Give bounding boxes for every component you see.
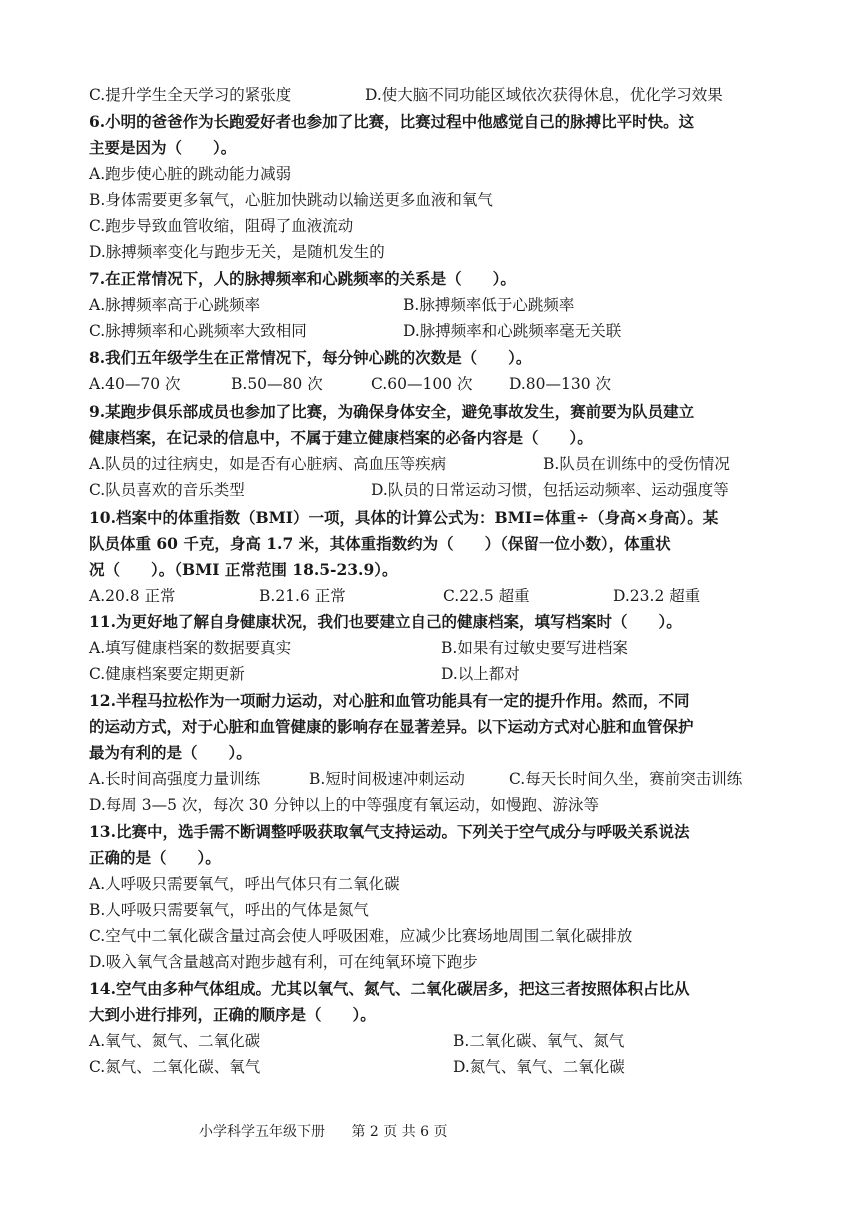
q13-stem-line1: 13.比赛中，选手需不断调整呼吸获取氧气支持运动。下列关于空气成分与呼吸关系说法: [89, 822, 690, 841]
q6-stem-line1: 6.小明的爸爸作为长跑爱好者也参加了比赛，比赛过程中他感觉自己的脉搏比平时快。这: [89, 112, 695, 131]
q12-stem-line2: 的运动方式，对于心脏和血管健康的影响存在显著差异。以下运动方式对心脏和血管保护: [89, 717, 694, 736]
q12-option-a: A.长时间高强度力量训练: [89, 770, 261, 788]
q13-option-a: A.人呼吸只需要氧气，呼出气体只有二氧化碳: [89, 875, 400, 893]
q14-option-b: B.二氧化碳、氧气、氮气: [453, 1032, 625, 1050]
q13-option-b: B.人呼吸只需要氧气，呼出的气体是氮气: [89, 901, 369, 919]
q13-option-d: D.吸入氧气含量越高对跑步越有利，可在纯氧环境下跑步: [89, 953, 478, 971]
q12-option-b: B.短时间极速冲刺运动: [309, 770, 465, 788]
q9-stem-line2: 健康档案，在记录的信息中，不属于建立健康档案的必备内容是（ ）。: [89, 428, 593, 447]
footer-book-title: 小学科学五年级下册: [199, 1124, 325, 1140]
q9-option-c: C.队员喜欢的音乐类型: [89, 481, 245, 499]
page-footer: [199, 1122, 470, 1142]
q7-option-c: C.脉搏频率和心跳频率大致相同: [89, 322, 307, 340]
q14-option-a: A.氧气、氮气、二氧化碳: [89, 1032, 261, 1050]
q14-option-d: D.氮气、氧气、二氧化碳: [453, 1058, 625, 1076]
q6-option-a: A.跑步使心脏的跳动能力减弱: [89, 165, 292, 183]
q10-option-a: A.20.8 正常: [89, 587, 176, 605]
q9-option-a: A.队员的过往病史，如是否有心脏病、高血压等疾病: [89, 455, 447, 473]
q7-option-b: B.脉搏频率低于心跳频率: [403, 296, 575, 314]
q7-option-a: A.脉搏频率高于心跳频率: [89, 296, 261, 314]
q6-option-d: D.脉搏频率变化与跑步无关，是随机发生的: [89, 243, 385, 261]
q8-option-d: D.80—130 次: [509, 375, 612, 393]
q6-option-b: B.身体需要更多氧气，心脏加快跳动以输送更多血液和氧气: [89, 191, 493, 209]
q11-option-d: D.以上都对: [441, 665, 520, 683]
q8-option-b: B.50—80 次: [231, 375, 323, 393]
q6-option-c: C.跑步导致血管收缩，阻碍了血液流动: [89, 217, 354, 235]
q11-option-c: C.健康档案要定期更新: [89, 665, 245, 683]
footer-page-number: 第 2 页 共 6 页: [351, 1124, 448, 1140]
q10-option-c: C.22.5 超重: [443, 587, 530, 605]
q13-option-c: C.空气中二氧化碳含量过高会使人呼吸困难，应减少比赛场地周围二氧化碳排放: [89, 927, 633, 945]
q8-option-c: C.60—100 次: [371, 375, 473, 393]
q6-stem-line2: 主要是因为（ ）。: [89, 138, 237, 157]
q11-option-b: B.如果有过敏史要写进档案: [441, 639, 628, 657]
q12-option-d: D.每周 3—5 次，每次 30 分钟以上的中等强度有氧运动，如慢跑、游泳等: [89, 796, 599, 814]
q10-stem-line2: 队员体重 60 千克，身高 1.7 米，其体重指数约为（ ）（保留一位小数），体重状: [89, 534, 671, 553]
q10-stem-line1: 10.档案中的体重指数（BMI）一项，具体的计算公式为：BMI=体重÷（身高×身高）。某: [89, 508, 719, 527]
q14-option-c: C.氮气、二氧化碳、氧气: [89, 1058, 261, 1076]
q13-stem-line2: 正确的是（ ）。: [89, 848, 221, 867]
q7-stem: 7.在正常情况下，人的脉搏频率和心跳频率的关系是（ ）。: [89, 269, 516, 288]
q8-option-a: A.40—70 次: [89, 375, 181, 393]
q10-stem-line3: 况（ ）。（BMI 正常范围 18.5-23.9）。: [89, 560, 398, 579]
q9-option-d: D.队员的日常运动习惯，包括运动频率、运动强度等: [371, 481, 729, 499]
q9-stem-line1: 9.某跑步俱乐部成员也参加了比赛，为确保身体安全，避免事故发生，赛前要为队员建立: [89, 402, 695, 421]
q5-option-d: D.使大脑不同功能区域依次获得休息，优化学习效果: [365, 86, 723, 104]
q8-stem: 8.我们五年级学生在正常情况下，每分钟心跳的次数是（ ）。: [89, 348, 532, 367]
q14-stem-line1: 14.空气由多种气体组成。尤其以氧气、氮气、二氧化碳居多，把这三者按照体积占比从: [89, 979, 690, 998]
q11-stem: 11.为更好地了解自身健康状况，我们也要建立自己的健康档案，填写档案时（ ）。: [89, 612, 682, 631]
q12-option-c: C.每天长时间久坐，赛前突击训练: [509, 770, 743, 788]
q10-option-d: D.23.2 超重: [613, 587, 701, 605]
q12-stem-line3: 最为有利的是（ ）。: [89, 743, 252, 762]
q7-option-d: D.脉搏频率和心跳频率毫无关联: [403, 322, 622, 340]
q12-stem-line1: 12.半程马拉松作为一项耐力运动，对心脏和血管功能具有一定的提升作用。然而，不同: [89, 691, 690, 710]
q10-option-b: B.21.6 正常: [259, 587, 346, 605]
q11-option-a: A.填写健康档案的数据要真实: [89, 639, 292, 657]
q5-option-c: C.提升学生全天学习的紧张度: [89, 86, 292, 104]
q14-stem-line2: 大到小进行排列，正确的顺序是（ ）。: [89, 1005, 376, 1024]
q9-option-b: B.队员在训练中的受伤情况: [543, 455, 730, 473]
